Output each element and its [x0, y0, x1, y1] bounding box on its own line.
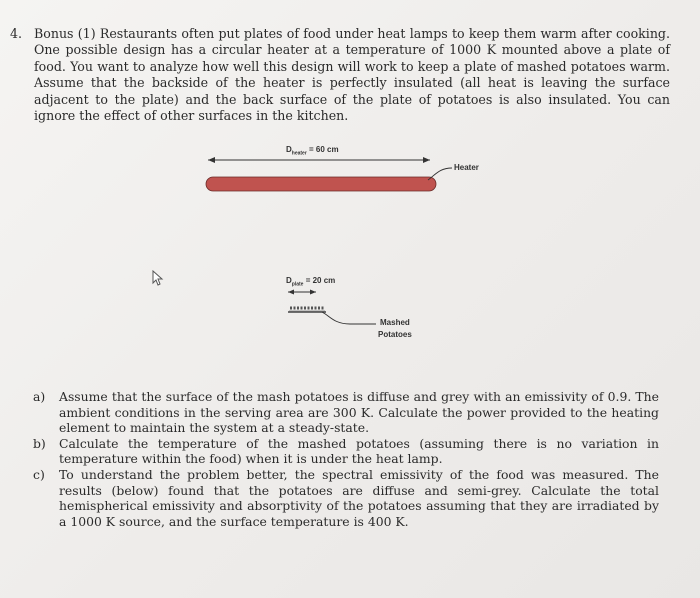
potatoes-label-line1: Mashed [380, 318, 410, 327]
part-b [33, 436, 659, 467]
problem-statement [10, 26, 670, 124]
heater-diameter-label: $D_{heater} = 60$ cm [286, 145, 339, 157]
heater-label: Heater [454, 163, 479, 172]
question-parts [33, 389, 659, 529]
potatoes-label-line2: Potatoes [378, 330, 412, 339]
part-c-tag: c) [33, 466, 45, 482]
heater-plate-diagram [200, 140, 500, 360]
diagram-svg [200, 140, 500, 360]
mouse-pointer-icon [152, 270, 164, 290]
part-b-text: Calculate the temperature of the mashed potatoes (assuming there is no variation in temperature within the food) when it is under the heat lamp. [59, 435, 659, 467]
heater-dimension-arrow [208, 157, 430, 163]
part-a-tag: a) [33, 389, 46, 404]
part-b-tag: b) [33, 435, 46, 451]
plate-diameter-label: $D_{plate} = 20$ cm [286, 276, 336, 288]
part-c-text: To understand the problem better, the spectral emissivity of the food was measured. The results (below) found that the potatoes are diffuse and semi-grey. Calculate the total hemispherical emissivity and absorptivity of the potatoes assuming that they are irradiated by a 1000 K source, and the surface temperature is 400 K. [59, 466, 659, 529]
part-a-text: Assume that the surface of the mash potatoes is diffuse and grey with an emissivity of 0.9. The ambient conditions in the serving area are 300 K. Calculate the power provided to the heating element to maintain the system at a steady-state. [59, 389, 659, 436]
potato-plate [288, 308, 326, 312]
problem-text: Bonus (1) Restaurants often put plates of food under heat lamps to keep them warm after cooking. One possible design has a circular heater at a temperature of 1000 K mounted above a plate of food. You want to analyze how well this design will work to keep a plate of mashed potatoes warm. Assume that the backside of the heater is perfectly insulated (all heat is leaving the surface adjacent to the plate) and the back surface of the plate of potatoes is also insulated. You can ignore the effect of other surfaces in the kitchen. [34, 26, 670, 124]
problem-number: 4. [10, 26, 23, 41]
part-a [33, 389, 659, 436]
part-c [33, 467, 659, 529]
heater-disk [206, 177, 436, 191]
potatoes-leader-line [322, 312, 376, 324]
plate-dimension-arrow [288, 290, 316, 295]
